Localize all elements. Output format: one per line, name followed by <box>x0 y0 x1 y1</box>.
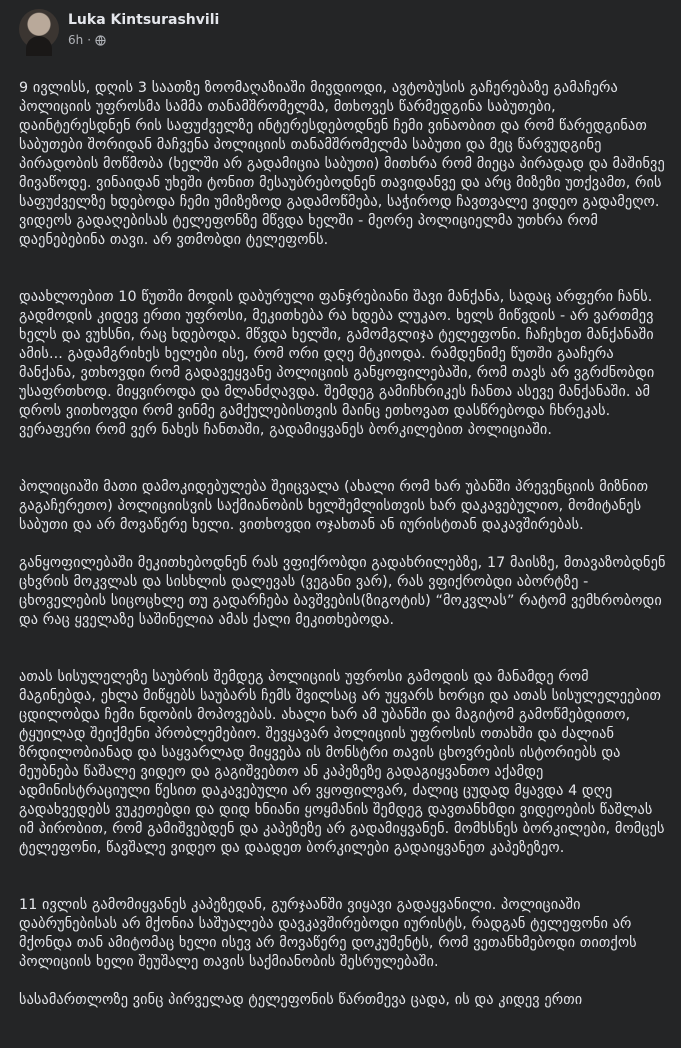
author-name[interactable]: Luka Kintsurashvili <box>68 12 220 28</box>
post-paragraph: განყოფილებაში მეკითხებოდნენ რას ვფიქრობდი გადახრილებზე, 17 მაისზე, მთავაზობდნენ ცხვრის მოკვლას და სისხლის დალევას (ვეგანი ვარ), რას ვფიქრობდი აბორტზე - ცხოველების სიცოცხლე თუ გადარჩება ბავშვების(ზიგოტის) “მოკვლას” რატომ ვემხრობოდი და რაც ყველაზე საშინელია ამას ქალი მეკითხებოდა. <box>19 555 666 628</box>
meta-separator: · <box>87 33 92 47</box>
post-paragraph: პოლიციაში მათი დამოკიდებულება შეიცვალა (ახალი რომ ხარ უბანში პრევენციის მიზნით გაგაჩერეთო) პოლიციისვის საქმიანობის ხელშემლისთვის ხარ დაკავებულიო, მომიტანეს საბუთი და არ მოვაწერე ხელი. ვითხოვდი ოჯახთან ან იურისტთან დაკავშირებას. <box>19 479 649 533</box>
post-paragraph: სასამართლოზე ვინც პირველად ტელეფონის წართმევა ცადა, ის და კიდევ ერთი <box>19 992 583 1008</box>
post-paragraph: ათას სისულელეზე საუბრის შემდეგ პოლიციის უფროსი გამოდის და მანამდე რომ მაგინებდა, ეხლა მიწყებს საუბარს ჩემს შვილსაც არ უყვარს ხორცი და ათას სისულელეებით ცდილობდა ჩემი ნდობის მოპოვებას. ახალი ხარ ამ უბანში და მაგიტომ გამოწმებდითო, ტყუილად შეიქმენი პრობლემებიო. შევყავარ პოლიციის უფროსის ოთახში და ძალიან ზრდილობიანად და საყვარლად მიყვება ის მონსტრი თავის ცხოვრების ისტორიებს და მეუბნება წაშალე ვიდეო და გაგიშვებთო ან კაპეზეზე გადაგიყვანთო აქამდე ადმინისტრაციული წესით დაკავებული არ ვყოფილვარ, ძალიც ცუდად მყავდა 4 დღე გადახვედებს ვუკეთებდი და დიდ ხნიანი ყოყმანის შემდეგ დავთანხმდი ვიდეოების წაშლას იმ პირობით, რომ გამიშვებდენ და კაპეზეზე არ გადამიყვანენ. მომხსნეს ბორკილები, მომცეს ტელეფონი, წავშალე ვიდეო და დაადეთ ბორკილები გადაიყვანეთ კაპეზეზეო. <box>19 669 665 856</box>
post-paragraph: 9 ივლისს, დღის 3 საათზე ზოომაღაზიაში მივდიოდი, ავტობუსის გაჩერებაზე გამაჩერა პოლიციის უფროსმა სამმა თანამშრომელმა, მთხოვეს წარმედგინა საბუთები, დაინტერესდნენ რის საფუძველზე ინტერესდებოდნენ ჩემი ვინაობით და რომ წარედგინათ საბუთები შორიდან მაჩვენა პოლიციის თანამშრომელმა საბუთი და მეც წარვუდგინე პირადობის მოწმობა (ხელში არ გადამიცია საბუთი) მითხრა რომ მიეცა პირადად და მაშინვე მივაწოდე. ვინაიდან უხეში ტონით მესაუბრებოდნენ თავიდანვე და არც მიზეზი უთქვამთ, რის საფუძველზე ხდებოდა ჩემი უმიზეზოდ გადამოწმება, საჭიროდ ჩავთვალე ვიდეო გადამეღო. ვიდეოს გადაღებისას ტელეფონზე მწვდა ხელში - მეორე პოლიციელმა უთხრა რომ დაენებებინა თავი. არ ვთმობდი ტელეფონს. <box>19 80 665 248</box>
post-time[interactable]: 6h <box>68 33 84 47</box>
post-header <box>19 9 659 51</box>
post-body <box>19 60 667 1048</box>
post-paragraph: 11 ივლის გამომიყვანეს კაპეზედან, გურჯაანში ვიყავი გადაყვანილი. პოლიციაში დაბრუნებისას არ მქონია საშუალება დავკავშირებოდი იურისტს, რადგან ტელეფონი არ მქონდა თან ამიტომაც ხელი ისევ არ მოვაწერე დოკუმენტს, რომ ვეთანხმებოდი თითქოს პოლიციის ხელი შეუშალე თავის საქმიანობის შესრულებაში. <box>19 897 637 970</box>
globe-icon[interactable] <box>95 35 106 46</box>
post-meta <box>68 33 106 47</box>
avatar[interactable] <box>19 9 59 49</box>
post-paragraph: დაახლოებით 10 წუთში მოდის დაბურული ფანჯრებიანი შავი მანქანა, სადაც არფერი ჩანს. გადმოდის კიდევ ერთი უფროსი, მეკითხება რა ხდება ლუკაო. ხელს მიწვდის - არ ვართმევ ხელს და ვუხსნი, რაც ხდებოდა. მწვდა ხელში, გამომგლიჯა ტელეფონი. ჩაჩეხეთ მანქანაში ამის... გადამგრიხეს ხელები ისე, რომ ორი დღე მტკიოდა. რამდენიმე წუთში გააჩერა მანქანა, ვთხოვდი რომ გადავეყვანე პოლიციის განყოფილებაში, რომ თავს არ ვგრძნობდი უსაფრთხოდ. მიყვიროდა და მლანძღავდა. შემდეგ გამიჩხრიკეს ჩანთა ასევე მანქანაში. ამ დროს ვითხოვდი რომ ვინმე გამქულებისთვის მაინც ეთხოვათ დასწრებოდა ჩხრეკას. ვერაფერი რომ ვერ ნახეს ჩანთაში, გადამიყვანეს ბორკილებით პოლიციაში. <box>19 289 655 438</box>
